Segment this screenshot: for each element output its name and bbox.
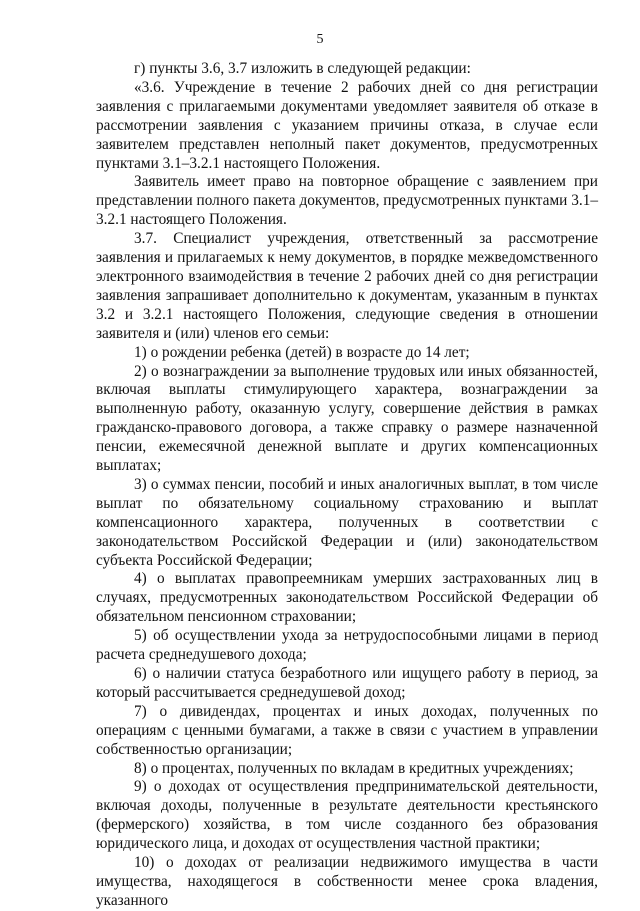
paragraph-g-amend: г) пункты 3.6, 3.7 изложить в следующей редакции: [134, 60, 471, 77]
list-item-8: 8) о процентах, полученных по вкладам в кредитных учреждениях; [134, 759, 574, 777]
list-item-2: 2) о вознаграждении за выполнение трудовых или иных обязанностей, включая выплаты стимулирующего характера, вознаграждении за выполненную работу, оказанную услугу, совершение действия в рамках гражданско-правового договора, а также справку о размере назначенной пенсии, ежемесячной денежной выплате и других компенсационных выплатах; [96, 362, 598, 475]
list-item-4: 4) о выплатах правопреемникам умерших застрахованных лиц в случаях, предусмотренных законодательством Российской Федерации об обязательном пенсионном страховании; [96, 570, 598, 626]
list-item-3: 3) о суммах пенсии, пособий и иных аналогичных выплат, в том числе выплат по обязательному социальному страхованию и выплат компенсационного характера, полученных в соответствии с законодательством Российской Федерации и (или) законодательством субъекта Российской Федерации; [96, 475, 598, 569]
list-item-10: 10) о доходах от реализации недвижимого имущества в части имущества, находящегося в собственности менее срока владения, указанного [96, 854, 598, 909]
paragraph-3-7: 3.7. Специалист учреждения, ответственный за рассмотрение заявления и прилагаемых к нему документов, в порядке межведомственного электронного взаимодействия в течение 2 рабочих дней со дня регистрации заявления запрашивает дополнительно к документам, указанным в пунктах 3.2 и 3.2.1 настоящего Положения, следующие сведения в отношении заявителя и (или) членов его семьи: [96, 230, 598, 342]
document-body [96, 60, 598, 911]
page-number: 5 [316, 32, 324, 47]
list-item-6: 6) о наличии статуса безработного или ищущего работу в период, за который рассчитывается среднедушевой доход; [96, 665, 598, 701]
list-item-1: 1) о рождении ребенка (детей) в возрасте до 14 лет; [134, 343, 470, 361]
list-item-9: 9) о доходах от осуществления предпринимательской деятельности, включая доходы, полученные в результате деятельности крестьянского (фермерского) хозяйства, в том числе созданного без образования юридического лица, и доходах от осуществления частной практики; [96, 778, 598, 853]
paragraph-3-6: «3.6. Учреждение в течение 2 рабочих дней со дня регистрации заявления с прилагаемыми документами уведомляет заявителя об отказе в рассмотрении заявления с указанием причины отказа, в случае если заявителем представлен неполный пакет документов, предусмотренных пунктами 3.1–3.2.1 настоящего Положения. [96, 78, 598, 172]
list-item-5: 5) об осуществлении ухода за нетрудоспособными лицами в период расчета среднедушевого дохода; [96, 627, 598, 664]
list-item-7: 7) о дивидендах, процентах и иных доходах, полученных по операциям с ценными бумагами, а также в связи с участием в управлении собственностью организации; [96, 702, 598, 758]
paragraph-repeat-request: Заявитель имеет право на повторное обращение с заявлением при представлении полного пакета документов, предусмотренных пунктами 3.1–3.2.1 настоящего Положения. [96, 173, 598, 229]
